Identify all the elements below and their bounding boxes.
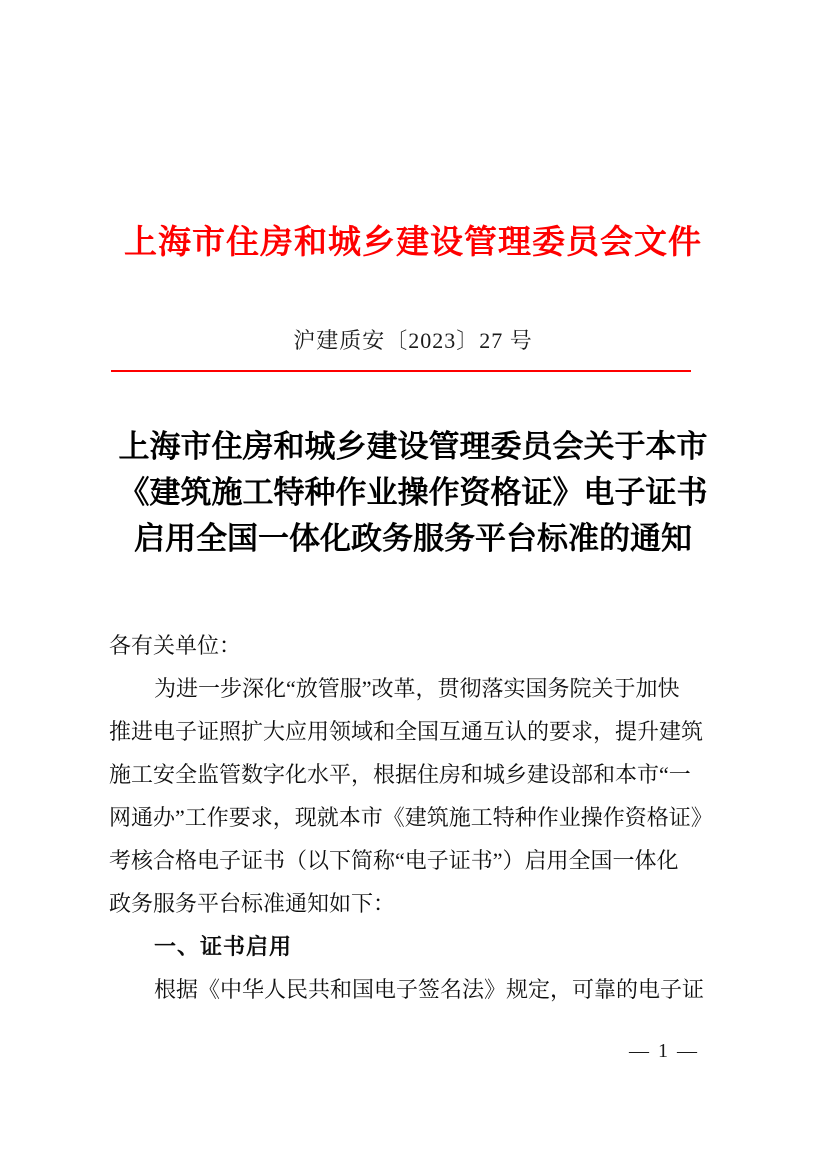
document-header-org-title: 上海市住房和城乡建设管理委员会文件 bbox=[124, 225, 702, 261]
document-title bbox=[0, 424, 826, 562]
page-number: — 1 — bbox=[629, 1040, 699, 1062]
document-title-line-2: 《建筑施工特种作业操作资格证》电子证书 bbox=[118, 475, 708, 510]
document-title-line-3: 启用全国一体化政务服务平台标准的通知 bbox=[134, 521, 692, 556]
section-heading-1: 一、证书启用 bbox=[154, 934, 293, 959]
document-title-line-1: 上海市住房和城乡建设管理委员会关于本市 bbox=[118, 429, 708, 464]
salutation-line: 各有关单位： bbox=[109, 633, 242, 658]
document-body bbox=[109, 624, 731, 1011]
document-number: 沪建质安〔2023〕27 号 bbox=[293, 328, 533, 353]
paragraph-line: 网通办”工作要求，现就本市《建筑施工特种作业操作资格证》 bbox=[109, 805, 713, 830]
paragraph-line: 施工安全监管数字化水平，根据住房和城乡建设部和本市“一 bbox=[109, 762, 691, 787]
paragraph-line: 为进一步深化“放管服”改革，贯彻落实国务院关于加快 bbox=[154, 676, 680, 701]
paragraph-line: 推进电子证照扩大应用领域和全国互通互认的要求，提升建筑 bbox=[109, 719, 704, 744]
red-separator-line bbox=[111, 370, 691, 372]
paragraph-line: 政务服务平台标准通知如下： bbox=[109, 891, 396, 916]
paragraph-line: 考核合格电子证书（以下简称“电子证书”）启用全国一体化 bbox=[109, 848, 679, 873]
paragraph-line: 根据《中华人民共和国电子签名法》规定，可靠的电子证 bbox=[154, 977, 705, 1002]
